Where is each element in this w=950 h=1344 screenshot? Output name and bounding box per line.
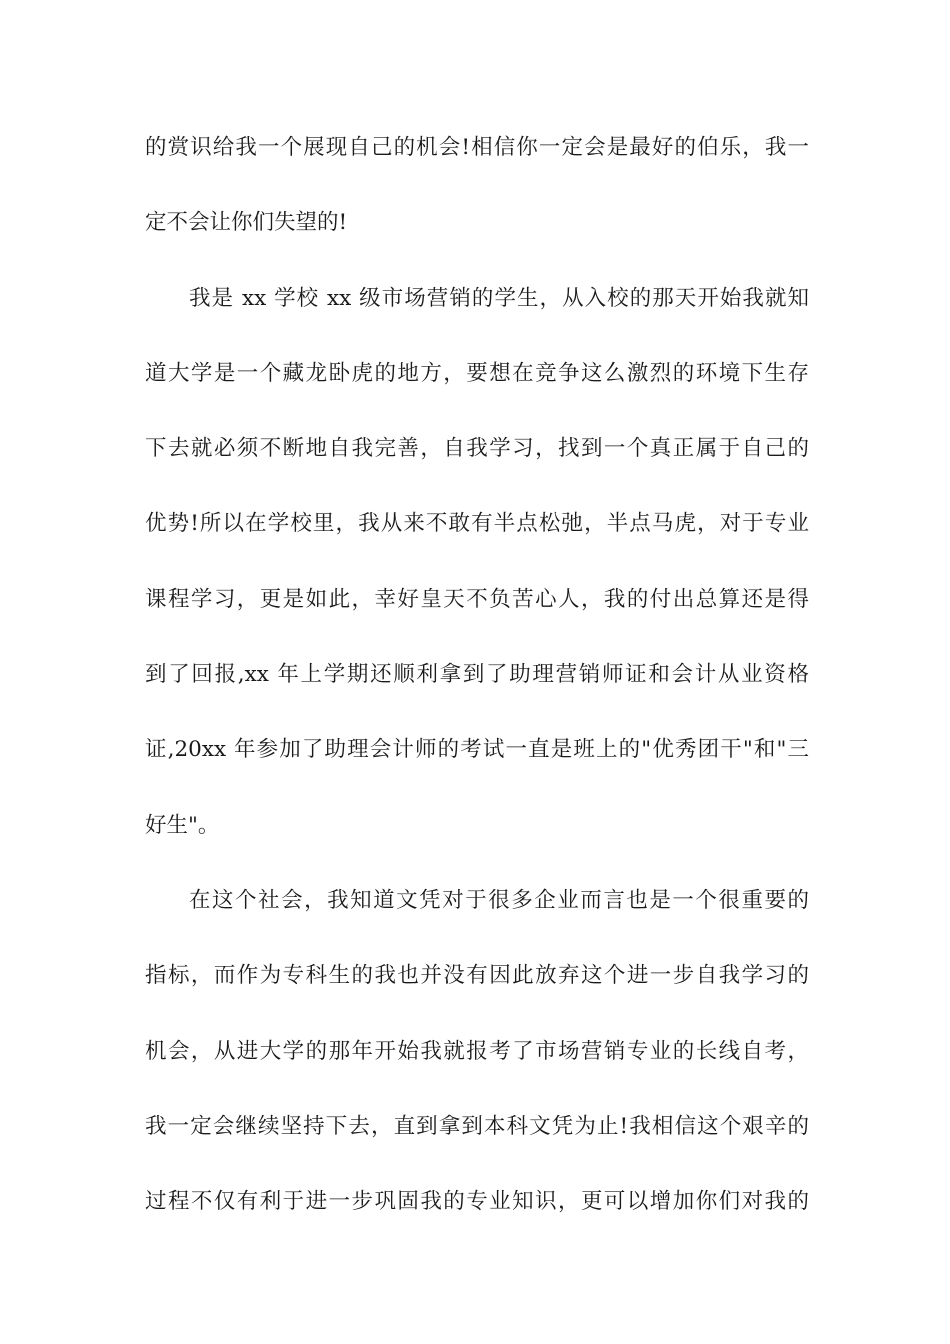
text-line: 证,20xx 年参加了助理会计师的考试一直是班上的"优秀团干"和"三 <box>145 737 809 763</box>
text-line: 课程学习，更是如此，幸好皇天不负苦心人，我的付出总算还是得 <box>145 586 809 612</box>
text-line: 优势!所以在学校里，我从来不敢有半点松弛，半点马虎，对于专业 <box>145 511 809 537</box>
text-line: 道大学是一个藏龙卧虎的地方，要想在竞争这么激烈的环境下生存 <box>145 360 809 386</box>
text-line: 定不会让你们失望的! <box>145 210 348 236</box>
text-line: 在这个社会，我知道文凭对于很多企业而言也是一个很重要的 <box>189 887 809 913</box>
text-line: 我是 xx 学校 xx 级市场营销的学生，从入校的那天开始我就知 <box>189 285 809 311</box>
text-line: 机会，从进大学的那年开始我就报考了市场营销专业的长线自考， <box>145 1038 809 1064</box>
text-line: 到了回报,xx 年上学期还顺利拿到了助理营销师证和会计从业资格 <box>145 662 809 688</box>
text-line: 下去就必须不断地自我完善，自我学习，找到一个真正属于自己的 <box>145 436 809 462</box>
text-line: 过程不仅有利于进一步巩固我的专业知识，更可以增加你们对我的 <box>145 1189 809 1215</box>
text-line: 的赏识给我一个展现自己的机会!相信你一定会是最好的伯乐，我一 <box>145 135 809 160</box>
text-line: 好生"。 <box>145 812 220 838</box>
text-line: 我一定会继续坚持下去，直到拿到本科文凭为止!我相信这个艰辛的 <box>145 1113 809 1139</box>
body-text <box>145 128 809 1257</box>
text-line: 指标，而作为专科生的我也并没有因此放弃这个进一步自我学习的 <box>145 963 809 989</box>
